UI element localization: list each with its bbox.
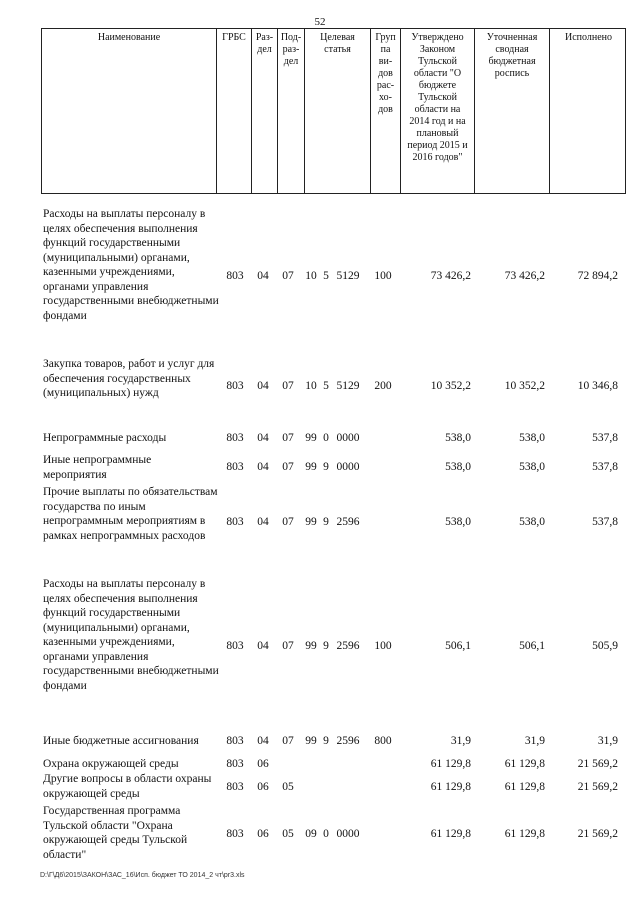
row-approved: 506,1 xyxy=(445,640,471,652)
table-header xyxy=(41,28,626,194)
row-approved: 61 129,8 xyxy=(430,781,471,793)
header-approved: Утверждено Законом Тульской области "О бюджете Тульской области на 2014 год и на плановый период 2015 и 2016 годов" xyxy=(400,29,474,193)
row-razdel: 04 xyxy=(257,735,269,747)
row-approved: 10 352,2 xyxy=(430,380,471,392)
row-refined: 31,9 xyxy=(524,735,545,747)
row-cs3: 2596 xyxy=(336,516,360,528)
row-approved: 538,0 xyxy=(445,461,471,473)
row-cs2: 9 xyxy=(323,461,329,473)
header-razdel: Раз- дел xyxy=(251,29,277,193)
page-number: 52 xyxy=(314,16,326,28)
row-cs3: 0000 xyxy=(336,432,360,444)
row-name: Иные непрограммные мероприятия xyxy=(43,454,152,481)
row-podrazdel: 05 xyxy=(282,828,294,840)
row-executed: 21 569,2 xyxy=(577,828,618,840)
row-podrazdel: 07 xyxy=(282,461,294,473)
row-executed: 537,8 xyxy=(592,432,618,444)
row-name: Иные бюджетные ассигнования xyxy=(43,735,199,747)
row-approved: 61 129,8 xyxy=(430,758,471,770)
header-executed: Исполнено xyxy=(549,29,627,193)
row-cs1: 10 xyxy=(305,380,317,392)
file-path-footer: D:\Г\Д6\2015\ЗАКОН\ЗАС_16\Исп. бюджет ТО 2014_2 чт\pr3.xls xyxy=(40,872,245,879)
row-grbs: 803 xyxy=(226,828,244,840)
row-grbs: 803 xyxy=(226,758,244,770)
row-grbs: 803 xyxy=(226,781,244,793)
row-executed: 10 346,8 xyxy=(577,380,618,392)
row-name: Расходы на выплаты персоналу в целях обеспечения выполнения функций государственными (муниципальными) органами, казенными учреждениями, органами управления государственными внебюджетными фондами xyxy=(43,208,219,322)
row-grbs: 803 xyxy=(226,516,244,528)
row-razdel: 04 xyxy=(257,461,269,473)
header-refined: Уточненная сводная бюджетная роспись xyxy=(474,29,549,193)
row-name: Закупка товаров, работ и услуг для обеспечения государственных (муниципальных) нужд xyxy=(43,358,215,399)
header-vid: Груп па ви- дов рас- хо- дов xyxy=(370,29,400,193)
row-grbs: 803 xyxy=(226,640,244,652)
row-razdel: 06 xyxy=(257,828,269,840)
header-target: Целевая статья xyxy=(304,29,370,193)
row-executed: 21 569,2 xyxy=(577,781,618,793)
row-cs2: 5 xyxy=(323,270,329,282)
row-cs2: 0 xyxy=(323,828,329,840)
row-executed: 537,8 xyxy=(592,461,618,473)
row-cs1: 99 xyxy=(305,516,317,528)
row-grbs: 803 xyxy=(226,461,244,473)
row-cs2: 9 xyxy=(323,735,329,747)
row-executed: 537,8 xyxy=(592,516,618,528)
row-vr: 100 xyxy=(374,640,392,652)
row-cs1: 99 xyxy=(305,461,317,473)
row-razdel: 06 xyxy=(257,758,269,770)
row-refined: 538,0 xyxy=(519,432,545,444)
row-podrazdel: 07 xyxy=(282,432,294,444)
row-cs3: 0000 xyxy=(336,828,360,840)
row-cs2: 0 xyxy=(323,432,329,444)
row-refined: 61 129,8 xyxy=(504,781,545,793)
row-razdel: 04 xyxy=(257,516,269,528)
row-approved: 538,0 xyxy=(445,516,471,528)
row-podrazdel: 07 xyxy=(282,270,294,282)
row-approved: 73 426,2 xyxy=(430,270,471,282)
row-cs3: 5129 xyxy=(336,270,360,282)
row-approved: 31,9 xyxy=(450,735,471,747)
row-executed: 31,9 xyxy=(597,735,618,747)
row-name: Другие вопросы в области охраны окружающей среды xyxy=(43,773,212,800)
row-name: Государственная программа Тульской области "Охрана окружающей среды Тульской области" xyxy=(43,805,188,861)
row-razdel: 04 xyxy=(257,270,269,282)
row-refined: 73 426,2 xyxy=(504,270,545,282)
row-razdel: 06 xyxy=(257,781,269,793)
row-podrazdel: 07 xyxy=(282,516,294,528)
row-podrazdel: 05 xyxy=(282,781,294,793)
row-cs1: 99 xyxy=(305,640,317,652)
row-name: Непрограммные расходы xyxy=(43,432,167,444)
row-name: Охрана окружающей среды xyxy=(43,758,179,770)
row-cs3: 2596 xyxy=(336,640,360,652)
row-approved: 538,0 xyxy=(445,432,471,444)
row-cs1: 10 xyxy=(305,270,317,282)
row-cs3: 2596 xyxy=(336,735,360,747)
header-grbs: ГРБС xyxy=(216,29,251,193)
row-cs3: 5129 xyxy=(336,380,360,392)
row-podrazdel: 07 xyxy=(282,380,294,392)
header-name: Наименование xyxy=(97,32,161,43)
row-cs1: 09 xyxy=(305,828,317,840)
row-podrazdel: 07 xyxy=(282,640,294,652)
row-cs3: 0000 xyxy=(336,461,360,473)
row-grbs: 803 xyxy=(226,432,244,444)
row-refined: 61 129,8 xyxy=(504,758,545,770)
row-cs1: 99 xyxy=(305,432,317,444)
row-refined: 506,1 xyxy=(519,640,545,652)
row-name: Расходы на выплаты персоналу в целях обеспечения выполнения функций государственными (муниципальными) органами, казенными учреждениями, органами управления государственными внебюджетными фондами xyxy=(43,578,219,692)
header-podrazdel: Под- раз- дел xyxy=(277,29,304,193)
row-razdel: 04 xyxy=(257,432,269,444)
row-grbs: 803 xyxy=(226,735,244,747)
row-vr: 200 xyxy=(374,380,392,392)
row-refined: 61 129,8 xyxy=(504,828,545,840)
row-executed: 72 894,2 xyxy=(577,270,618,282)
row-vr: 100 xyxy=(374,270,392,282)
row-refined: 538,0 xyxy=(519,516,545,528)
row-razdel: 04 xyxy=(257,640,269,652)
row-refined: 538,0 xyxy=(519,461,545,473)
row-cs1: 99 xyxy=(305,735,317,747)
row-cs2: 9 xyxy=(323,640,329,652)
row-name: Прочие выплаты по обязательствам государства по иным непрограммным мероприятиям в рамках непрограммных расходов xyxy=(43,486,218,542)
row-executed: 21 569,2 xyxy=(577,758,618,770)
row-approved: 61 129,8 xyxy=(430,828,471,840)
row-grbs: 803 xyxy=(226,270,244,282)
row-executed: 505,9 xyxy=(592,640,618,652)
row-cs2: 9 xyxy=(323,516,329,528)
row-cs2: 5 xyxy=(323,380,329,392)
row-podrazdel: 07 xyxy=(282,735,294,747)
row-refined: 10 352,2 xyxy=(504,380,545,392)
row-vr: 800 xyxy=(374,735,392,747)
row-razdel: 04 xyxy=(257,380,269,392)
row-grbs: 803 xyxy=(226,380,244,392)
